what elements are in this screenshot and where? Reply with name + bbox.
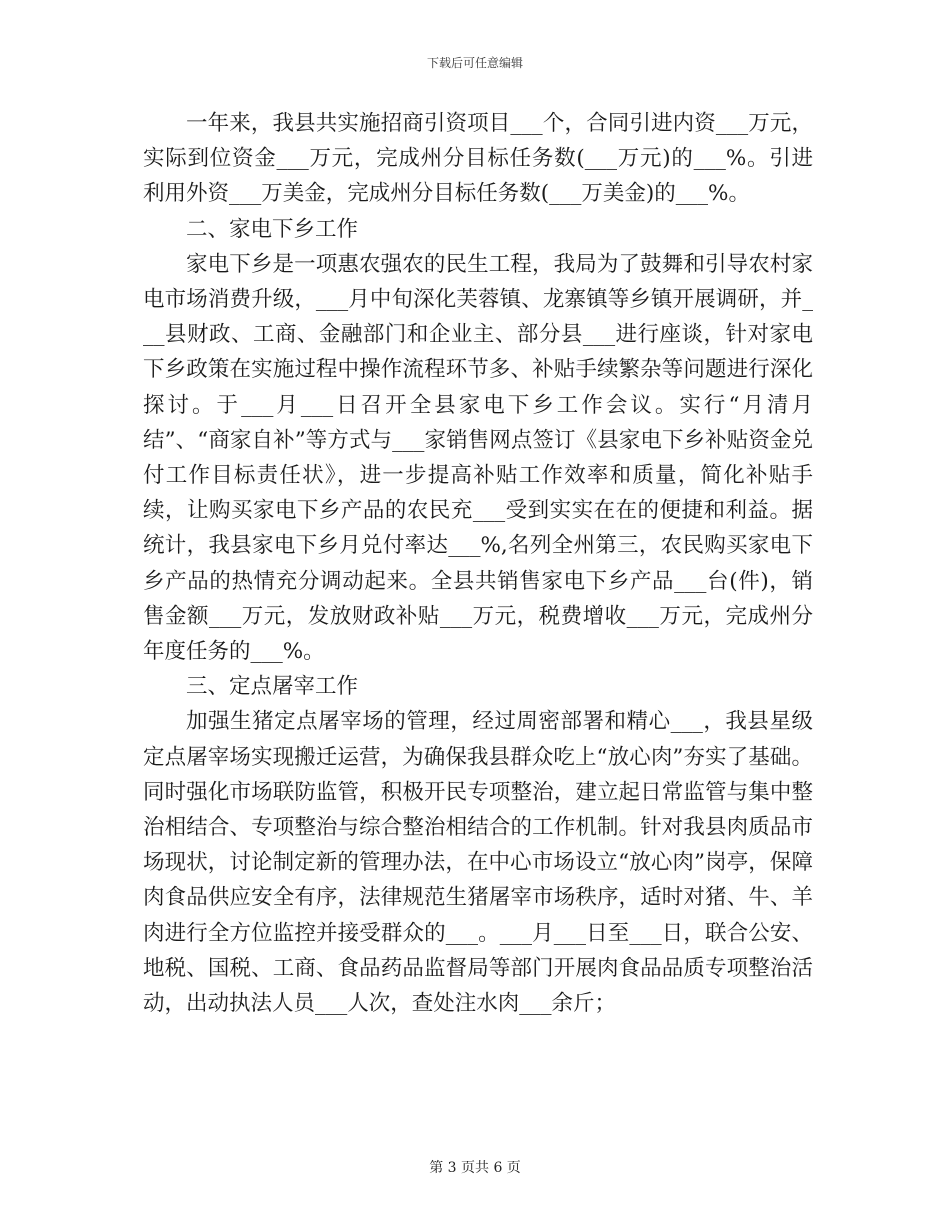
section-heading-appliances: 二、家电下乡工作 bbox=[186, 216, 359, 242]
header-note: 下载后可任意编辑 bbox=[426, 56, 523, 70]
paragraph-investment-summary: 一年来，我县共实施招商引资项目___个，合同引进内资___万元，实际到位资金___万元，完成州分目标任务数(___万元)的___%。引进利用外资___万美金，完成州分目标任务数(___万美金)的___%。 bbox=[143, 111, 813, 207]
document-body bbox=[143, 106, 813, 1021]
page-number: 第 3 页共 6 页 bbox=[429, 1160, 521, 1176]
section-heading-slaughter: 三、定点屠宰工作 bbox=[186, 674, 359, 700]
paragraph-slaughter: 加强生猪定点屠宰场的管理，经过周密部署和精心___，我县星级定点屠宰场实现搬迁运营，为确保我县群众吃上“放心肉”夯实了基础。同时强化市场联防监管，积极开民专项整治，建立起日常监管与集中整治相结合、专项整治与综合整治相结合的工作机制。针对我县肉质品市场现状，讨论制定新的管理办法，在中心市场设立“放心肉”岗亭，保障肉食品供应安全有序，法律规范生猪屠宰市场秩序，适时对猪、牛、羊肉进行全方位监控并接受群众的___。___月___日至___日，联合公安、地税、国税、工商、食品药品监督局等部门开展肉食品品质专项整治活动，出动执法人员___人次，查处注水肉___余斤； bbox=[143, 709, 813, 1017]
paragraph-appliances: 家电下乡是一项惠农强农的民生工程，我局为了鼓舞和引导农村家电市场消费升级，___月中旬深化芙蓉镇、龙寨镇等乡镇开展调研，并___县财政、工商、金融部门和企业主、部分县___进行座谈，针对家电下乡政策在实施过程中操作流程环节多、补贴手续繁杂等问题进行深化探讨。于___月___日召开全县家电下乡工作会议。实行“月清月结”、“商家自补”等方式与___家销售网点签订《县家电下乡补贴资金兑付工作目标责任状》，进一步提高补贴工作效率和质量，简化补贴手续，让购买家电下乡产品的农民充___受到实实在在的便捷和利益。据统计，我县家电下乡月兑付率达___%,名列全州第三，农民购买家电下乡产品的热情充分调动起来。全县共销售家电下乡产品___台(件)，销售金额___万元，发放财政补贴___万元，税费增收___万元，完成州分年度任务的___%。 bbox=[143, 251, 813, 665]
